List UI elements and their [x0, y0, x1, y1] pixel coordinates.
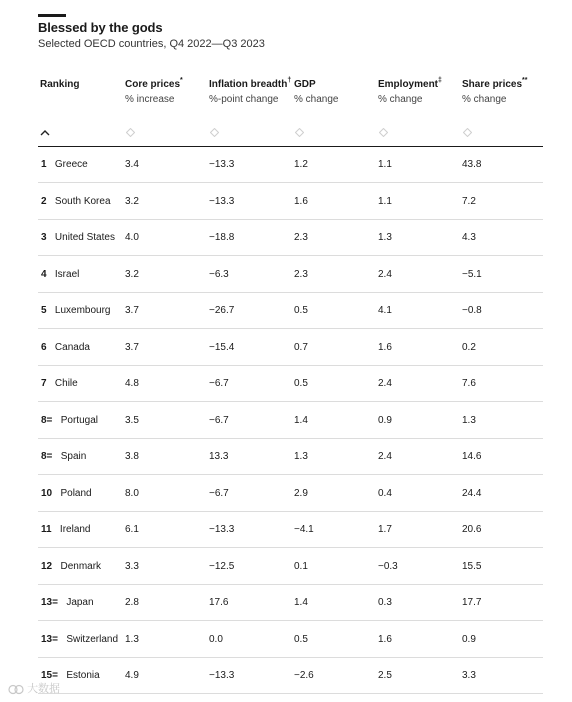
gdp-cell: 1.4 [294, 414, 308, 426]
employment-cell: 0.9 [378, 414, 392, 426]
inflation-breadth-cell: −12.5 [209, 560, 235, 572]
core-prices-cell: 6.1 [125, 524, 139, 535]
table-row [38, 658, 543, 694]
core-prices-cell: 4.9 [125, 670, 139, 681]
col-sub-share-prices: % change [462, 94, 507, 105]
core-prices-cell: 3.5 [125, 414, 139, 426]
col-header-employment[interactable] [378, 79, 442, 90]
gdp-cell: 1.6 [294, 195, 308, 207]
col-header-ranking-label: Ranking [40, 79, 80, 90]
rank-cell: 4 [41, 268, 47, 280]
gdp-cell: −4.1 [294, 524, 314, 535]
sort-diamond-icon[interactable] [379, 128, 388, 137]
col-header-employment-note: ‡ [438, 77, 442, 84]
col-header-core-prices-note: * [180, 77, 183, 84]
col-sub-core-prices: % increase [125, 94, 175, 105]
share-prices-cell: 0.9 [462, 633, 476, 645]
table-row [38, 476, 543, 512]
employment-cell: 1.1 [378, 159, 392, 170]
col-header-inflation-breadth-label: Inflation breadth [209, 79, 288, 90]
country-cell: Chile [54, 378, 78, 389]
table-row [38, 293, 543, 329]
col-sub-employment: % change [378, 94, 423, 105]
inflation-breadth-cell: −13.3 [209, 524, 235, 535]
col-header-share-prices-note: ** [522, 77, 528, 84]
col-header-core-prices[interactable] [125, 79, 183, 90]
inflation-breadth-cell: −13.3 [209, 195, 235, 207]
col-header-share-prices[interactable] [462, 79, 528, 90]
inflation-breadth-cell: 17.6 [209, 597, 229, 608]
gdp-cell: 1.2 [294, 159, 308, 170]
rank-cell: 13= [41, 597, 58, 608]
gdp-cell: 0.5 [294, 305, 308, 316]
col-sub-inflation-breadth: %-point change [209, 94, 279, 105]
rank-cell: 7 [41, 378, 47, 389]
employment-cell: 1.6 [378, 341, 392, 353]
inflation-breadth-cell: −13.3 [209, 670, 235, 681]
country-cell: Greece [54, 159, 88, 170]
country-cell: Japan [66, 597, 94, 608]
share-prices-cell: 15.5 [462, 560, 482, 572]
col-header-inflation-breadth-note: † [287, 77, 292, 84]
rank-cell: 1 [41, 159, 47, 170]
country-cell: Switzerland [66, 633, 119, 645]
table-row [38, 549, 543, 585]
gdp-cell: 1.3 [294, 451, 308, 462]
gdp-cell: 0.5 [294, 633, 308, 645]
gdp-cell: 0.1 [294, 560, 308, 572]
title-rule [38, 14, 66, 17]
page-title: Blessed by the gods [38, 20, 163, 35]
sort-diamond-icon[interactable] [126, 128, 135, 137]
employment-cell: 2.4 [378, 268, 392, 280]
core-prices-cell: 3.4 [125, 159, 139, 170]
employment-cell: 1.1 [378, 195, 392, 207]
share-prices-cell: 17.7 [462, 597, 482, 608]
employment-cell: 0.4 [378, 487, 392, 499]
col-header-share-prices-label: Share prices [462, 79, 523, 90]
core-prices-cell: 8.0 [125, 487, 139, 499]
employment-cell: −0.3 [378, 560, 398, 572]
core-prices-cell: 2.8 [125, 597, 139, 608]
table-row [38, 366, 543, 402]
country-cell: Denmark [60, 560, 102, 572]
country-cell: Luxembourg [54, 305, 111, 316]
gdp-cell: 0.7 [294, 341, 308, 353]
rank-cell: 13= [41, 633, 58, 645]
share-prices-cell: 24.4 [462, 487, 482, 499]
rank-cell: 6 [41, 341, 47, 353]
rank-cell: 11 [41, 524, 52, 535]
inflation-breadth-cell: −26.7 [209, 305, 235, 316]
inflation-breadth-cell: −6.7 [209, 378, 229, 389]
table-row [38, 439, 543, 475]
country-cell: Portugal [60, 414, 98, 426]
watermark [8, 680, 60, 696]
inflation-breadth-cell: 0.0 [209, 633, 223, 645]
employment-cell: 4.1 [378, 305, 392, 316]
watermark-logo-icon [8, 684, 24, 695]
inflation-breadth-cell: −6.7 [209, 487, 229, 499]
country-cell: Israel [54, 268, 80, 280]
core-prices-cell: 1.3 [125, 633, 139, 645]
chevron-up-icon[interactable] [40, 127, 50, 139]
gdp-cell: 2.3 [294, 268, 308, 280]
core-prices-cell: 4.0 [125, 232, 139, 243]
rank-cell: 3 [41, 232, 47, 243]
inflation-breadth-cell: −18.8 [209, 232, 235, 243]
country-cell: United States [54, 232, 115, 243]
rank-cell: 2 [41, 195, 47, 207]
gdp-cell: 2.9 [294, 487, 308, 499]
employment-cell: 1.7 [378, 524, 392, 535]
sort-diamond-icon[interactable] [463, 128, 472, 137]
rank-cell: 12 [41, 560, 53, 572]
sort-diamond-icon[interactable] [295, 128, 304, 137]
employment-cell: 1.3 [378, 232, 392, 243]
share-prices-cell: 43.8 [462, 159, 482, 170]
rank-cell: 15= [41, 670, 58, 681]
core-prices-cell: 3.2 [125, 268, 139, 280]
inflation-breadth-cell: 13.3 [209, 451, 229, 462]
share-prices-cell: −0.8 [462, 305, 482, 316]
employment-cell: 2.5 [378, 670, 392, 681]
country-cell: Spain [60, 451, 87, 462]
col-header-ranking[interactable] [40, 79, 79, 90]
employment-cell: 2.4 [378, 451, 392, 462]
core-prices-cell: 3.8 [125, 451, 139, 462]
country-cell: Poland [60, 487, 92, 499]
gdp-cell: 1.4 [294, 597, 308, 608]
table-row [38, 512, 543, 548]
employment-cell: 1.6 [378, 633, 392, 645]
row-divider [38, 693, 543, 694]
country-cell: Estonia [66, 670, 100, 681]
share-prices-cell: 4.3 [462, 232, 476, 243]
country-cell: Canada [54, 341, 90, 353]
rank-cell: 8= [41, 451, 53, 462]
country-cell: Ireland [59, 524, 91, 535]
gdp-cell: 0.5 [294, 378, 308, 389]
col-header-gdp-label: GDP [294, 79, 316, 90]
table-row [38, 257, 543, 293]
col-header-inflation-breadth[interactable] [209, 79, 291, 90]
table-row [38, 585, 543, 621]
share-prices-cell: 20.6 [462, 524, 482, 535]
country-cell: South Korea [54, 195, 111, 207]
watermark-text: 大数据 [27, 683, 61, 695]
rank-cell: 5 [41, 305, 47, 316]
share-prices-cell: 7.2 [462, 195, 476, 207]
table-row [38, 403, 543, 439]
inflation-breadth-cell: −13.3 [209, 159, 235, 170]
share-prices-cell: 3.3 [462, 670, 476, 681]
inflation-breadth-cell: −15.4 [209, 341, 235, 353]
rank-cell: 10 [41, 487, 53, 499]
gdp-cell: −2.6 [294, 670, 314, 681]
col-sub-gdp: % change [294, 94, 339, 105]
inflation-breadth-cell: −6.3 [209, 268, 229, 280]
share-prices-cell: 0.2 [462, 341, 476, 353]
table-row [38, 622, 543, 658]
share-prices-cell: 1.3 [462, 414, 476, 426]
share-prices-cell: 7.6 [462, 378, 476, 389]
page-subtitle: Selected OECD countries, Q4 2022—Q3 2023 [38, 38, 265, 50]
employment-cell: 0.3 [378, 597, 392, 608]
table-row [38, 330, 543, 366]
share-prices-cell: 14.6 [462, 451, 482, 462]
table-row [38, 147, 543, 183]
table-row [38, 184, 543, 220]
core-prices-cell: 3.3 [125, 560, 139, 572]
core-prices-cell: 3.2 [125, 195, 139, 207]
core-prices-cell: 4.8 [125, 378, 139, 389]
gdp-cell: 2.3 [294, 232, 308, 243]
share-prices-cell: −5.1 [462, 268, 482, 280]
core-prices-cell: 3.7 [125, 341, 139, 353]
rank-cell: 8= [41, 414, 53, 426]
col-header-employment-label: Employment [378, 79, 439, 90]
col-header-core-prices-label: Core prices [125, 79, 181, 90]
col-header-gdp[interactable] [294, 79, 316, 90]
inflation-breadth-cell: −6.7 [209, 414, 229, 426]
table-row [38, 220, 543, 256]
sort-diamond-icon[interactable] [210, 128, 219, 137]
core-prices-cell: 3.7 [125, 305, 139, 316]
employment-cell: 2.4 [378, 378, 392, 389]
